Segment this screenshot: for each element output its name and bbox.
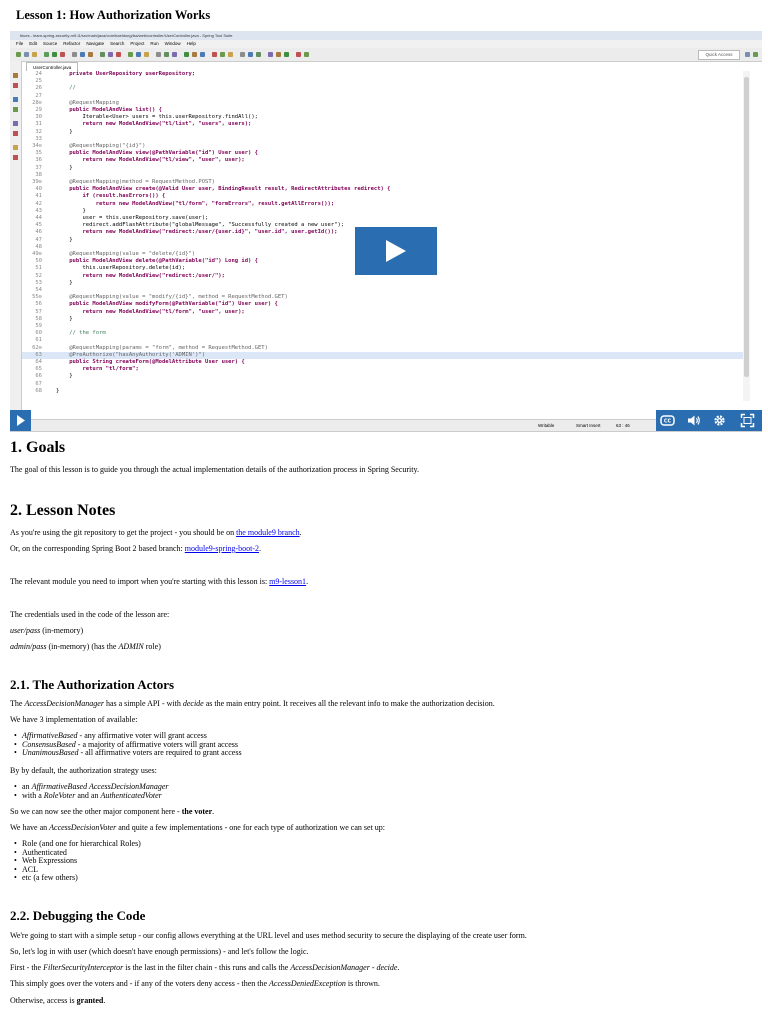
big-play-button[interactable] <box>355 227 437 275</box>
line-number: 36 <box>35 157 42 164</box>
line-number: 33 <box>35 135 42 142</box>
status-writable: Writable <box>538 423 555 428</box>
line-number: 32 <box>35 128 42 135</box>
voter-types-list <box>22 840 141 883</box>
code-text: } <box>56 387 60 394</box>
code-text: redirect.addFlashAttribute("globalMessage", "Successfully created a new user"); <box>56 222 345 229</box>
toolbar-icon <box>164 52 169 57</box>
code-text: return new ModelAndView("tl/list", "users", users); <box>56 121 252 128</box>
goals-text: The goal of this lesson is to guide you through the actual implementation details of the authorization process in Spring Security. <box>10 465 419 474</box>
code-line[interactable] <box>22 352 750 359</box>
toolbar-icon <box>212 52 217 57</box>
m9-lesson1-link[interactable]: m9-lesson1 <box>269 577 307 586</box>
code-line[interactable] <box>22 280 750 287</box>
package-explorer-icon <box>13 73 18 78</box>
line-number: 42 <box>35 200 42 207</box>
code-line[interactable] <box>22 381 750 388</box>
toolbar-icon <box>156 52 161 57</box>
settings-gear-icon[interactable] <box>712 413 727 428</box>
line-number: 25 <box>35 78 42 85</box>
code-line[interactable] <box>22 136 750 143</box>
code-text: } <box>56 207 86 214</box>
line-number: 65 <box>35 366 42 373</box>
default-strategy-paragraph: By by default, the authorization strategy uses: <box>10 766 157 775</box>
menu-item-run[interactable]: Run <box>150 41 159 46</box>
toolbar-icon <box>248 52 253 57</box>
toolbar-icon <box>220 52 225 57</box>
debug-paragraph-5: Otherwise, access is granted. <box>10 996 106 1005</box>
perspective-icon <box>753 52 758 57</box>
code-text: @RequestMapping(method = RequestMethod.POST) <box>56 179 215 185</box>
line-number: 26 <box>35 85 42 92</box>
code-text: @PreAuthorize("hasAnyAuthority('ADMIN')") <box>56 351 206 358</box>
code-line[interactable] <box>22 366 750 373</box>
code-line[interactable] <box>22 129 750 136</box>
toolbar-icon <box>304 52 309 57</box>
code-text: // <box>56 85 76 92</box>
line-number: 63 <box>35 351 42 358</box>
stop-icon <box>60 52 65 57</box>
branch-paragraph: As you're using the git repository to get the project - you should be on the module9 branch. <box>10 528 302 537</box>
captions-icon[interactable] <box>660 413 675 428</box>
code-line[interactable] <box>22 309 750 316</box>
code-text: // the form <box>56 330 106 337</box>
code-line[interactable] <box>22 337 750 344</box>
code-text: @RequestMapping("{id}") <box>56 143 146 149</box>
list-item: • Web Expressions <box>22 857 141 866</box>
line-number: 48 <box>35 243 42 250</box>
code-line[interactable] <box>22 71 750 78</box>
editor-tab[interactable]: UserController.java <box>26 62 78 72</box>
code-line[interactable] <box>22 373 750 380</box>
line-number: 39⊖ <box>32 179 42 185</box>
page-title: Lesson 1: How Authorization Works <box>16 8 211 22</box>
list-item: • etc (a few others) <box>22 874 141 883</box>
code-line[interactable] <box>22 287 750 294</box>
goals-heading: 1. Goals <box>10 439 66 456</box>
line-number: 61 <box>35 337 42 344</box>
line-number: 29 <box>35 107 42 113</box>
toolbar-icon <box>268 52 273 57</box>
code-text: } <box>56 373 73 380</box>
outline-icon <box>13 97 18 102</box>
code-line[interactable] <box>22 201 750 208</box>
line-number: 60 <box>35 330 42 337</box>
toolbar-icon <box>200 52 205 57</box>
menu-item-help[interactable]: Help <box>186 41 196 46</box>
volume-icon[interactable] <box>686 413 701 428</box>
lesson-notes-heading: 2. Lesson Notes <box>10 502 116 519</box>
toolbar-icon <box>108 52 113 57</box>
code-line[interactable] <box>22 208 750 215</box>
credential-user: user/pass (in-memory) <box>10 626 84 635</box>
debug-paragraph-3: First - the FilterSecurityInterceptor is the last in the filter chain - this runs and calls the AccessDecisionManager - decide. <box>10 963 400 972</box>
code-text: Iterable<User> users = this.userRepository.findAll(); <box>56 114 258 121</box>
code-text: @RequestMapping(value = "modify/{id}", method = RequestMethod.GET) <box>56 294 288 301</box>
status-insert-mode: Smart Insert <box>576 423 601 428</box>
scroll-thumb[interactable] <box>744 77 749 377</box>
menu-item-refactor[interactable]: Refactor <box>63 41 81 46</box>
toolbar-icon <box>184 52 189 57</box>
line-number: 30 <box>35 114 42 121</box>
code-text: this.userRepository.delete(id); <box>56 265 186 272</box>
code-line[interactable] <box>22 165 750 172</box>
code-text: if (result.hasErrors()) { <box>56 193 166 200</box>
access-decision-voter-paragraph: We have an AccessDecisionVoter and quite a few implementations - one for each type of authorization we can set up: <box>10 823 386 832</box>
toolbar-icon <box>284 52 289 57</box>
code-line[interactable] <box>22 301 750 308</box>
toolbar-icon <box>100 52 105 57</box>
line-number: 28⊖ <box>32 99 42 106</box>
code-text: return new ModelAndView("redirect:/user/{user.id}", "user.id", user.getId()); <box>56 229 338 236</box>
line-number: 50 <box>35 258 42 265</box>
line-number: 24 <box>35 71 42 77</box>
code-line[interactable] <box>22 107 750 114</box>
toolbar-icon <box>116 52 121 57</box>
toolbar-icon <box>128 52 133 57</box>
default-strategy-list <box>22 783 169 800</box>
ide-titlebar: blues - learn-spring-security-m9-l1/src/main/java/com/baeldung/lss/web/controller/UserController.java - Spring Tool Suite <box>10 31 762 40</box>
list-item: • UnanimousBased - all affirmative voters are required to grant access <box>22 749 242 758</box>
credentials-intro: The credentials used in the code of the lesson are: <box>10 610 170 619</box>
module9-branch-link[interactable]: the module9 branch <box>236 528 300 537</box>
toolbar-icon <box>88 52 93 57</box>
implementations-list <box>22 732 242 758</box>
debug-paragraph-2: So, let's log in with user (which doesn't have enough permissions) - and let's follow the logic. <box>10 947 309 956</box>
line-number: 67 <box>35 380 42 387</box>
line-number: 51 <box>35 265 42 272</box>
code-line[interactable] <box>22 150 750 157</box>
list-item: • ConsensusBased - a majority of affirmative voters will grant access <box>22 741 242 750</box>
code-line[interactable] <box>22 157 750 164</box>
code-line[interactable] <box>22 93 750 100</box>
code-text: public String createForm(@ModelAttribute User user) { <box>56 359 245 365</box>
code-line[interactable] <box>22 143 750 150</box>
toolbar-icon <box>228 52 233 57</box>
video-player[interactable] <box>10 31 762 432</box>
line-number: 59 <box>35 323 42 329</box>
menu-item-source[interactable]: Source <box>43 41 58 46</box>
play-icon <box>386 240 406 262</box>
code-text: private UserRepository userRepository; <box>56 71 196 77</box>
toolbar-icon <box>144 52 149 57</box>
module-paragraph: The relevant module you need to import when you're starting with this lesson is: m9-lesson1. <box>10 577 309 586</box>
perspective-icon <box>745 52 750 57</box>
list-item: • Role (and one for hierarchical Roles) <box>22 840 141 849</box>
code-line[interactable] <box>22 323 750 330</box>
fullscreen-icon[interactable] <box>740 413 755 428</box>
line-number: 66 <box>35 373 42 380</box>
line-number: 46 <box>35 229 42 236</box>
toolbar-icon <box>276 52 281 57</box>
code-text: } <box>56 164 73 171</box>
toolbar-icon <box>240 52 245 57</box>
list-item: • Authenticated <box>22 849 141 858</box>
code-text: public ModelAndView create(@Valid User user, BindingResult result, RedirectAttributes redirect) { <box>56 186 391 193</box>
line-number: 41 <box>35 193 42 200</box>
code-text: @RequestMapping <box>56 99 119 106</box>
code-line[interactable] <box>22 100 750 107</box>
markers-icon <box>13 155 18 160</box>
line-number: 54 <box>35 287 42 293</box>
code-text: return "tl/form"; <box>56 366 139 373</box>
code-text: user = this.userRepository.save(user); <box>56 215 209 221</box>
code-text: return new ModelAndView("tl/view", "user", user); <box>56 157 245 164</box>
ide-menubar <box>10 40 762 48</box>
code-line[interactable] <box>22 186 750 193</box>
menu-item-file[interactable]: File <box>16 41 24 46</box>
code-line[interactable] <box>22 78 750 85</box>
line-number: 52 <box>35 272 42 279</box>
line-number: 44 <box>35 215 42 221</box>
play-icon <box>10 410 31 431</box>
code-line[interactable] <box>22 330 750 337</box>
problems-icon <box>13 83 18 88</box>
line-number: 40 <box>35 186 42 193</box>
line-number: 47 <box>35 236 42 243</box>
toolbar-icon <box>136 52 141 57</box>
console-icon <box>13 107 18 112</box>
list-item: • an AffirmativeBased AccessDecisionManager <box>22 783 169 792</box>
menu-item-project[interactable]: Project <box>130 41 145 46</box>
tasks-icon <box>13 145 18 150</box>
line-number: 53 <box>35 279 42 286</box>
code-text: public ModelAndView view(@PathVariable("id") User user) { <box>56 150 258 157</box>
line-number: 43 <box>35 207 42 214</box>
video-controls <box>10 410 762 431</box>
code-text: return new ModelAndView("redirect:/user/"); <box>56 272 225 279</box>
line-number: 49⊖ <box>32 251 42 257</box>
actors-paragraph: The AccessDecisionManager has a simple API - with decide as the main entry point. It receives all the relevant info to make the authorization decision. <box>10 699 495 708</box>
list-item: • ACL <box>22 866 141 875</box>
code-text: @RequestMapping(params = "form", method = RequestMethod.GET) <box>56 344 268 351</box>
code-text: public ModelAndView delete(@PathVariable("id") Long id) { <box>56 258 258 265</box>
line-number: 31 <box>35 121 42 128</box>
code-text: } <box>56 279 73 286</box>
menu-item-window[interactable]: Window <box>164 41 181 46</box>
code-line[interactable] <box>22 215 750 222</box>
line-number: 27 <box>35 92 42 99</box>
line-number: 56 <box>35 301 42 308</box>
code-line[interactable] <box>22 316 750 323</box>
code-line[interactable] <box>22 121 750 128</box>
code-line[interactable] <box>22 193 750 200</box>
debug-view-icon <box>13 131 18 136</box>
code-text: return new ModelAndView("tl/form", "user", user); <box>56 308 245 315</box>
debugging-heading: 2.2. Debugging the Code <box>10 908 146 923</box>
status-position: 63 : 46 <box>616 423 630 428</box>
code-text: } <box>56 236 73 243</box>
line-number: 58 <box>35 315 42 322</box>
line-number: 68 <box>35 387 42 394</box>
toolbar-icon <box>72 52 77 57</box>
code-line[interactable] <box>22 85 750 92</box>
authorization-actors-heading: 2.1. The Authorization Actors <box>10 677 175 692</box>
code-line[interactable] <box>22 179 750 186</box>
boot2-branch-link[interactable]: module9-spring-boot-2 <box>184 544 259 553</box>
code-text: } <box>56 315 73 322</box>
line-number: 37 <box>35 164 42 171</box>
toolbar-icon <box>256 52 261 57</box>
code-text: public ModelAndView list() { <box>56 107 162 113</box>
svg-text:CC: CC <box>663 418 672 425</box>
quick-access-input[interactable]: Quick Access <box>698 50 740 60</box>
toolbar-icon <box>296 52 301 57</box>
menu-item-search[interactable]: Search <box>110 41 125 46</box>
save-icon <box>24 52 29 57</box>
line-number: 45 <box>35 222 42 229</box>
toolbar-icon <box>192 52 197 57</box>
line-number: 62⊖ <box>32 344 42 351</box>
run-icon <box>52 52 57 57</box>
menu-item-edit[interactable]: Edit <box>29 41 38 46</box>
line-number: 57 <box>35 308 42 315</box>
code-line[interactable] <box>22 114 750 121</box>
servers-icon <box>13 121 18 126</box>
play-button[interactable] <box>10 410 31 431</box>
implementations-intro: We have 3 implementation of available: <box>10 715 138 724</box>
list-item: • AffirmativeBased - any affirmative voter will grant access <box>22 732 242 741</box>
code-text: return new ModelAndView("tl/form", "formErrors", result.getAllErrors()); <box>56 200 335 207</box>
code-text: } <box>56 128 73 135</box>
new-icon <box>16 52 21 57</box>
debug-paragraph-1: We're going to start with a simple setup - our config allows everything at the URL level and uses method security to secure the displaying of the create user form. <box>10 931 527 940</box>
code-line[interactable] <box>22 388 750 395</box>
print-icon <box>32 52 37 57</box>
left-toolbar-strip <box>10 61 22 411</box>
boot2-branch-paragraph: Or, on the corresponding Spring Boot 2 based branch: module9-spring-boot-2. <box>10 544 261 553</box>
menu-item-navigate[interactable]: Navigate <box>86 41 105 46</box>
editor-scrollbar[interactable] <box>743 71 750 401</box>
line-number: 35 <box>35 150 42 157</box>
toolbar-icon <box>172 52 177 57</box>
code-line[interactable] <box>22 294 750 301</box>
code-text: @RequestMapping(value = "delete/{id}") <box>56 251 196 257</box>
debug-paragraph-4: This simply goes over the voters and - if any of the voters deny access - then the AccessDeniedException is thrown. <box>10 979 380 988</box>
line-number: 34⊖ <box>32 143 42 149</box>
controls-right <box>656 410 762 431</box>
credential-admin: admin/pass (in-memory) (has the ADMIN role) <box>10 642 161 651</box>
code-line[interactable] <box>22 359 750 366</box>
debug-icon <box>44 52 49 57</box>
code-line[interactable] <box>22 345 750 352</box>
line-number: 55⊖ <box>32 294 42 301</box>
ide-toolbar <box>10 48 762 62</box>
line-number: 38 <box>35 171 42 178</box>
toolbar-icon <box>80 52 85 57</box>
voter-paragraph: So we can now see the other major component here - the voter. <box>10 807 215 816</box>
line-number: 64 <box>35 359 42 365</box>
code-text: public ModelAndView modifyForm(@PathVariable("id") User user) { <box>56 301 278 308</box>
list-item: • with a RoleVoter and an AuthenticatedVoter <box>22 792 169 801</box>
code-line[interactable] <box>22 172 750 179</box>
